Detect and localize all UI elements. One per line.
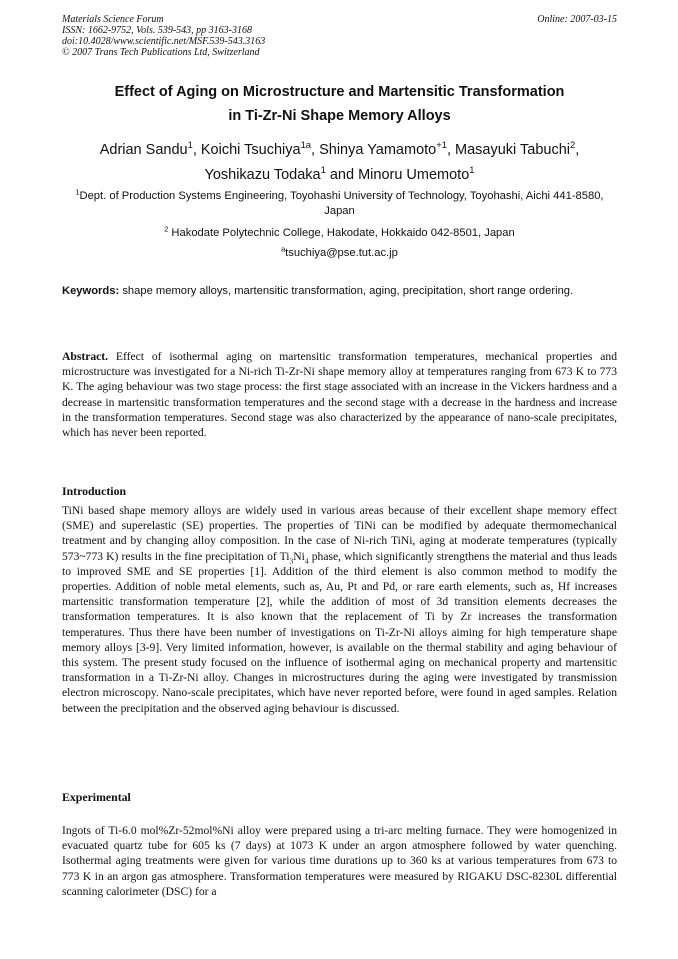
subscript: 4 <box>304 555 309 565</box>
author-name: Shinya Yamamoto <box>319 142 437 158</box>
section-heading-experimental: Experimental <box>62 790 131 804</box>
author-affil-mark: 1 <box>469 164 475 176</box>
email-text: tsuchiya@pse.tut.ac.jp <box>285 247 398 259</box>
affil-text: Dept. of Production Systems Engineering, Toyohashi University of Technology, Toyohashi, Aichi 441-8580, Japan <box>79 190 604 217</box>
author-affil-mark: 2 <box>570 139 576 151</box>
author-name: Minoru Umemoto <box>358 167 470 183</box>
affil-text: Hakodate Polytechnic College, Hakodate, Hokkaido 042-8501, Japan <box>171 227 515 239</box>
author-affil-mark: 1 <box>187 139 193 151</box>
author-name: Adrian Sandu <box>99 142 188 158</box>
paper-title <box>62 80 617 128</box>
online-date: Online: 2007-03-15 <box>537 14 617 25</box>
keywords <box>62 284 617 299</box>
keywords-text: shape memory alloys, martensitic transformation, aging, precipitation, short range ordering. <box>122 285 574 297</box>
author-conjunction: and <box>329 167 355 183</box>
abstract-text: Effect of isothermal aging on martensitic transformation temperatures, mechanical properties and microstructure was investigated for a Ni-rich Ti-Zr-Ni shape memory alloy at temperatures ranging from 673 K to 773 K. The aging behaviour was two stage process: the first stage associated with an increase in the Vickers hardness and a decrease in martensitic transformation temperatures and the second stage with a decrease in the hardness and increase in the transformation temperatures. Second stage was also characterized by the appearance of nano-scale precipitates, which has never been reported. <box>62 350 617 440</box>
title-line-2: in Ti-Zr-Ni Shape Memory Alloys <box>228 108 451 124</box>
title-line-1: Effect of Aging on Microstructure and Martensitic Transformation <box>114 84 565 100</box>
experimental-paragraph: Ingots of Ti-6.0 mol%Zr-52mol%Ni alloy were prepared using a tri-arc melting furnace. They were homogenized in evacuated quartz tube for 605 ks (7 days) at 1073 K under an argon atmosphere followed by water quenching. Isothermal aging treatments were given for various time durations up to 360 ks at various temperatures from 673 to 773 K in an argon gas atmosphere. Transformation temperatures were measured by RIGAKU DSC-8230L differential scanning calorimeter (DSC) for a <box>62 824 617 898</box>
journal-copyright: © 2007 Trans Tech Publications Ltd, Switzerland <box>62 47 260 58</box>
intro-text: TiNi based shape memory alloys are widely used in various areas because of their excellent shape memory effect (SME) and superelastic (SE) properties. The properties of TiNi can be modified by adequate thermomechanical treatment and by changing alloy composition. In the case of Ni-rich TiNi, aging at moderate temperatures (typically 573~773 K) results in the fine precipitation of Ti <box>62 504 617 563</box>
introduction-paragraph <box>62 503 617 716</box>
author-affil-mark: 1a <box>300 139 312 151</box>
affil-mark: 1 <box>75 187 80 197</box>
affil-mark: 2 <box>164 224 169 234</box>
email-mark: a <box>281 244 286 254</box>
abstract <box>62 349 617 440</box>
contact-email <box>62 246 617 261</box>
journal-name: Materials Science Forum <box>62 14 164 25</box>
subscript: 3 <box>289 555 294 565</box>
journal-issn: ISSN: 1662-9752, Vols. 539-543, pp 3163-3168 <box>62 25 252 36</box>
affiliation-1 <box>62 189 617 219</box>
intro-text: Ni <box>293 549 305 563</box>
section-heading-introduction: Introduction <box>62 484 127 498</box>
author-name: Masayuki Tabuchi <box>455 142 571 158</box>
journal-doi: doi:10.4028/www.scientific.net/MSF.539-543.3163 <box>62 36 266 47</box>
author-list: Adrian Sandu$^1$, Koichi Tsuchiya$^{1a}$, Shinya Yamamoto$^{+1}$, Masayuki Tabuchi$^2$, Yoshikazu Todaka$^1$ and Minoru Umemoto$^1$ <box>99 139 580 183</box>
author-name: Yoshikazu Todaka <box>204 167 321 183</box>
intro-text: phase, which significantly strengthens the material and thus leads to improved SME and SE properties [1]. Addition of the third element is also common method to modify the properties. Addition of noble metal elements, such as, Au, Pt and Pd, or rare earth elements, such as, Hf increases martensitic transformation temperature [2], while the addition of most of 3d transition elements decreases the transformation temperatures. It is also known that the replacement of Ti by Zr increases the transformation temperatures. Thus there have been number of investigations on Ti-Zr-Ni alloys aiming for high temperature shape memory alloys [3-9]. Very limited information, however, is available on the thermal stability and aging behaviour of this system. The present study focused on the influence of isothermal aging on mechanical property and martensitic transformation in a Ti-Zr-Ni alloy. Changes in microstructures during the aging were investigated by transmission electron microscopy. Nano-scale precipitates, which have never reported before, were found in aged samples. Relation between the precipitation and the observed aging behaviour is discussed. <box>62 549 618 715</box>
author-affil-mark: +1 <box>436 139 447 151</box>
keywords-label: Keywords: <box>62 285 120 297</box>
abstract-label: Abstract. <box>62 350 109 363</box>
author-name: Koichi Tsuchiya <box>200 142 301 158</box>
affiliation-2 <box>62 226 617 241</box>
journal-header <box>62 14 617 58</box>
author-affil-mark: 1 <box>320 164 326 176</box>
